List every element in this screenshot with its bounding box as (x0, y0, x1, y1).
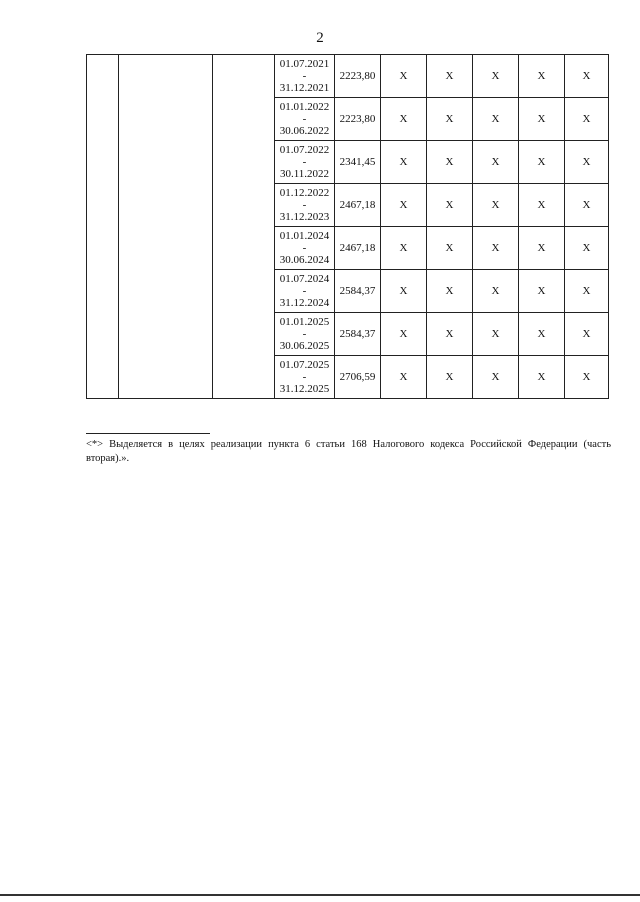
period-cell (275, 313, 335, 356)
x-mark-cell: X (427, 356, 473, 399)
page-bottom-border (0, 894, 640, 896)
period-cell (275, 98, 335, 141)
footnote-separator (86, 433, 210, 434)
tariff-value: 2584,37 (335, 270, 381, 313)
x-mark-cell: X (427, 270, 473, 313)
period-end: 30.06.2025 (279, 340, 330, 352)
x-mark-cell: X (565, 313, 609, 356)
x-mark-cell: X (519, 313, 565, 356)
period-end: 31.12.2021 (279, 82, 330, 94)
period-end: 31.12.2024 (279, 297, 330, 309)
x-mark-cell: X (381, 313, 427, 356)
period-start: 01.07.2021 (279, 58, 330, 70)
x-mark-cell: X (565, 98, 609, 141)
period-start: 01.01.2025 (279, 316, 330, 328)
period-dash: - (302, 113, 307, 125)
x-mark-cell: X (565, 55, 609, 98)
x-mark-cell: X (427, 184, 473, 227)
x-mark-cell: X (473, 184, 519, 227)
period-cell (275, 227, 335, 270)
x-mark-cell: X (473, 141, 519, 184)
x-mark-cell: X (519, 184, 565, 227)
x-mark-cell: X (565, 227, 609, 270)
period-dash: - (302, 285, 307, 297)
period-cell (275, 55, 335, 98)
x-mark-cell: X (473, 356, 519, 399)
empty-cell-category (213, 55, 275, 399)
empty-cell-name (119, 55, 213, 399)
x-mark-cell: X (473, 227, 519, 270)
tariff-value: 2223,80 (335, 98, 381, 141)
tariff-table (86, 54, 609, 399)
period-dash: - (302, 242, 307, 254)
x-mark-cell: X (565, 141, 609, 184)
x-mark-cell: X (381, 227, 427, 270)
x-mark-cell: X (473, 98, 519, 141)
x-mark-cell: X (519, 141, 565, 184)
tariff-table-body (87, 55, 609, 399)
tariff-value: 2467,18 (335, 184, 381, 227)
footnote: <*> Выделяется в целях реализации пункта 6 статьи 168 Налогового кодекса Российской Федерации (часть вторая).». (86, 439, 611, 464)
period-cell (275, 270, 335, 313)
period-start: 01.01.2022 (279, 101, 330, 113)
x-mark-cell: X (427, 313, 473, 356)
x-mark-cell: X (519, 55, 565, 98)
x-mark-cell: X (565, 270, 609, 313)
x-mark-cell: X (427, 55, 473, 98)
tariff-value: 2341,45 (335, 141, 381, 184)
x-mark-cell: X (381, 184, 427, 227)
x-mark-cell: X (565, 184, 609, 227)
period-end: 31.12.2023 (279, 211, 330, 223)
period-end: 31.12.2025 (279, 383, 330, 395)
x-mark-cell: X (519, 98, 565, 141)
period-start: 01.07.2022 (279, 144, 330, 156)
page-number: 2 (316, 30, 324, 46)
period-end: 30.11.2022 (279, 168, 330, 180)
period-start: 01.07.2024 (279, 273, 330, 285)
x-mark-cell: X (519, 356, 565, 399)
x-mark-cell: X (427, 141, 473, 184)
x-mark-cell: X (565, 356, 609, 399)
x-mark-cell: X (381, 98, 427, 141)
period-dash: - (302, 371, 307, 383)
x-mark-cell: X (427, 227, 473, 270)
x-mark-cell: X (519, 270, 565, 313)
period-start: 01.07.2025 (279, 359, 330, 371)
x-mark-cell: X (427, 98, 473, 141)
period-dash: - (302, 70, 307, 82)
table-row (87, 55, 609, 98)
x-mark-cell: X (519, 227, 565, 270)
x-mark-cell: X (381, 270, 427, 313)
period-end: 30.06.2024 (279, 254, 330, 266)
x-mark-cell: X (381, 55, 427, 98)
period-start: 01.12.2022 (279, 187, 330, 199)
x-mark-cell: X (473, 270, 519, 313)
x-mark-cell: X (473, 313, 519, 356)
period-cell (275, 141, 335, 184)
period-dash: - (302, 156, 307, 168)
empty-cell-number (87, 55, 119, 399)
period-end: 30.06.2022 (279, 125, 330, 137)
period-cell (275, 184, 335, 227)
period-cell (275, 356, 335, 399)
x-mark-cell: X (381, 356, 427, 399)
tariff-value: 2584,37 (335, 313, 381, 356)
x-mark-cell: X (381, 141, 427, 184)
period-dash: - (302, 199, 307, 211)
tariff-value: 2467,18 (335, 227, 381, 270)
x-mark-cell: X (473, 55, 519, 98)
tariff-value: 2223,80 (335, 55, 381, 98)
tariff-value: 2706,59 (335, 356, 381, 399)
period-start: 01.01.2024 (279, 230, 330, 242)
period-dash: - (302, 328, 307, 340)
